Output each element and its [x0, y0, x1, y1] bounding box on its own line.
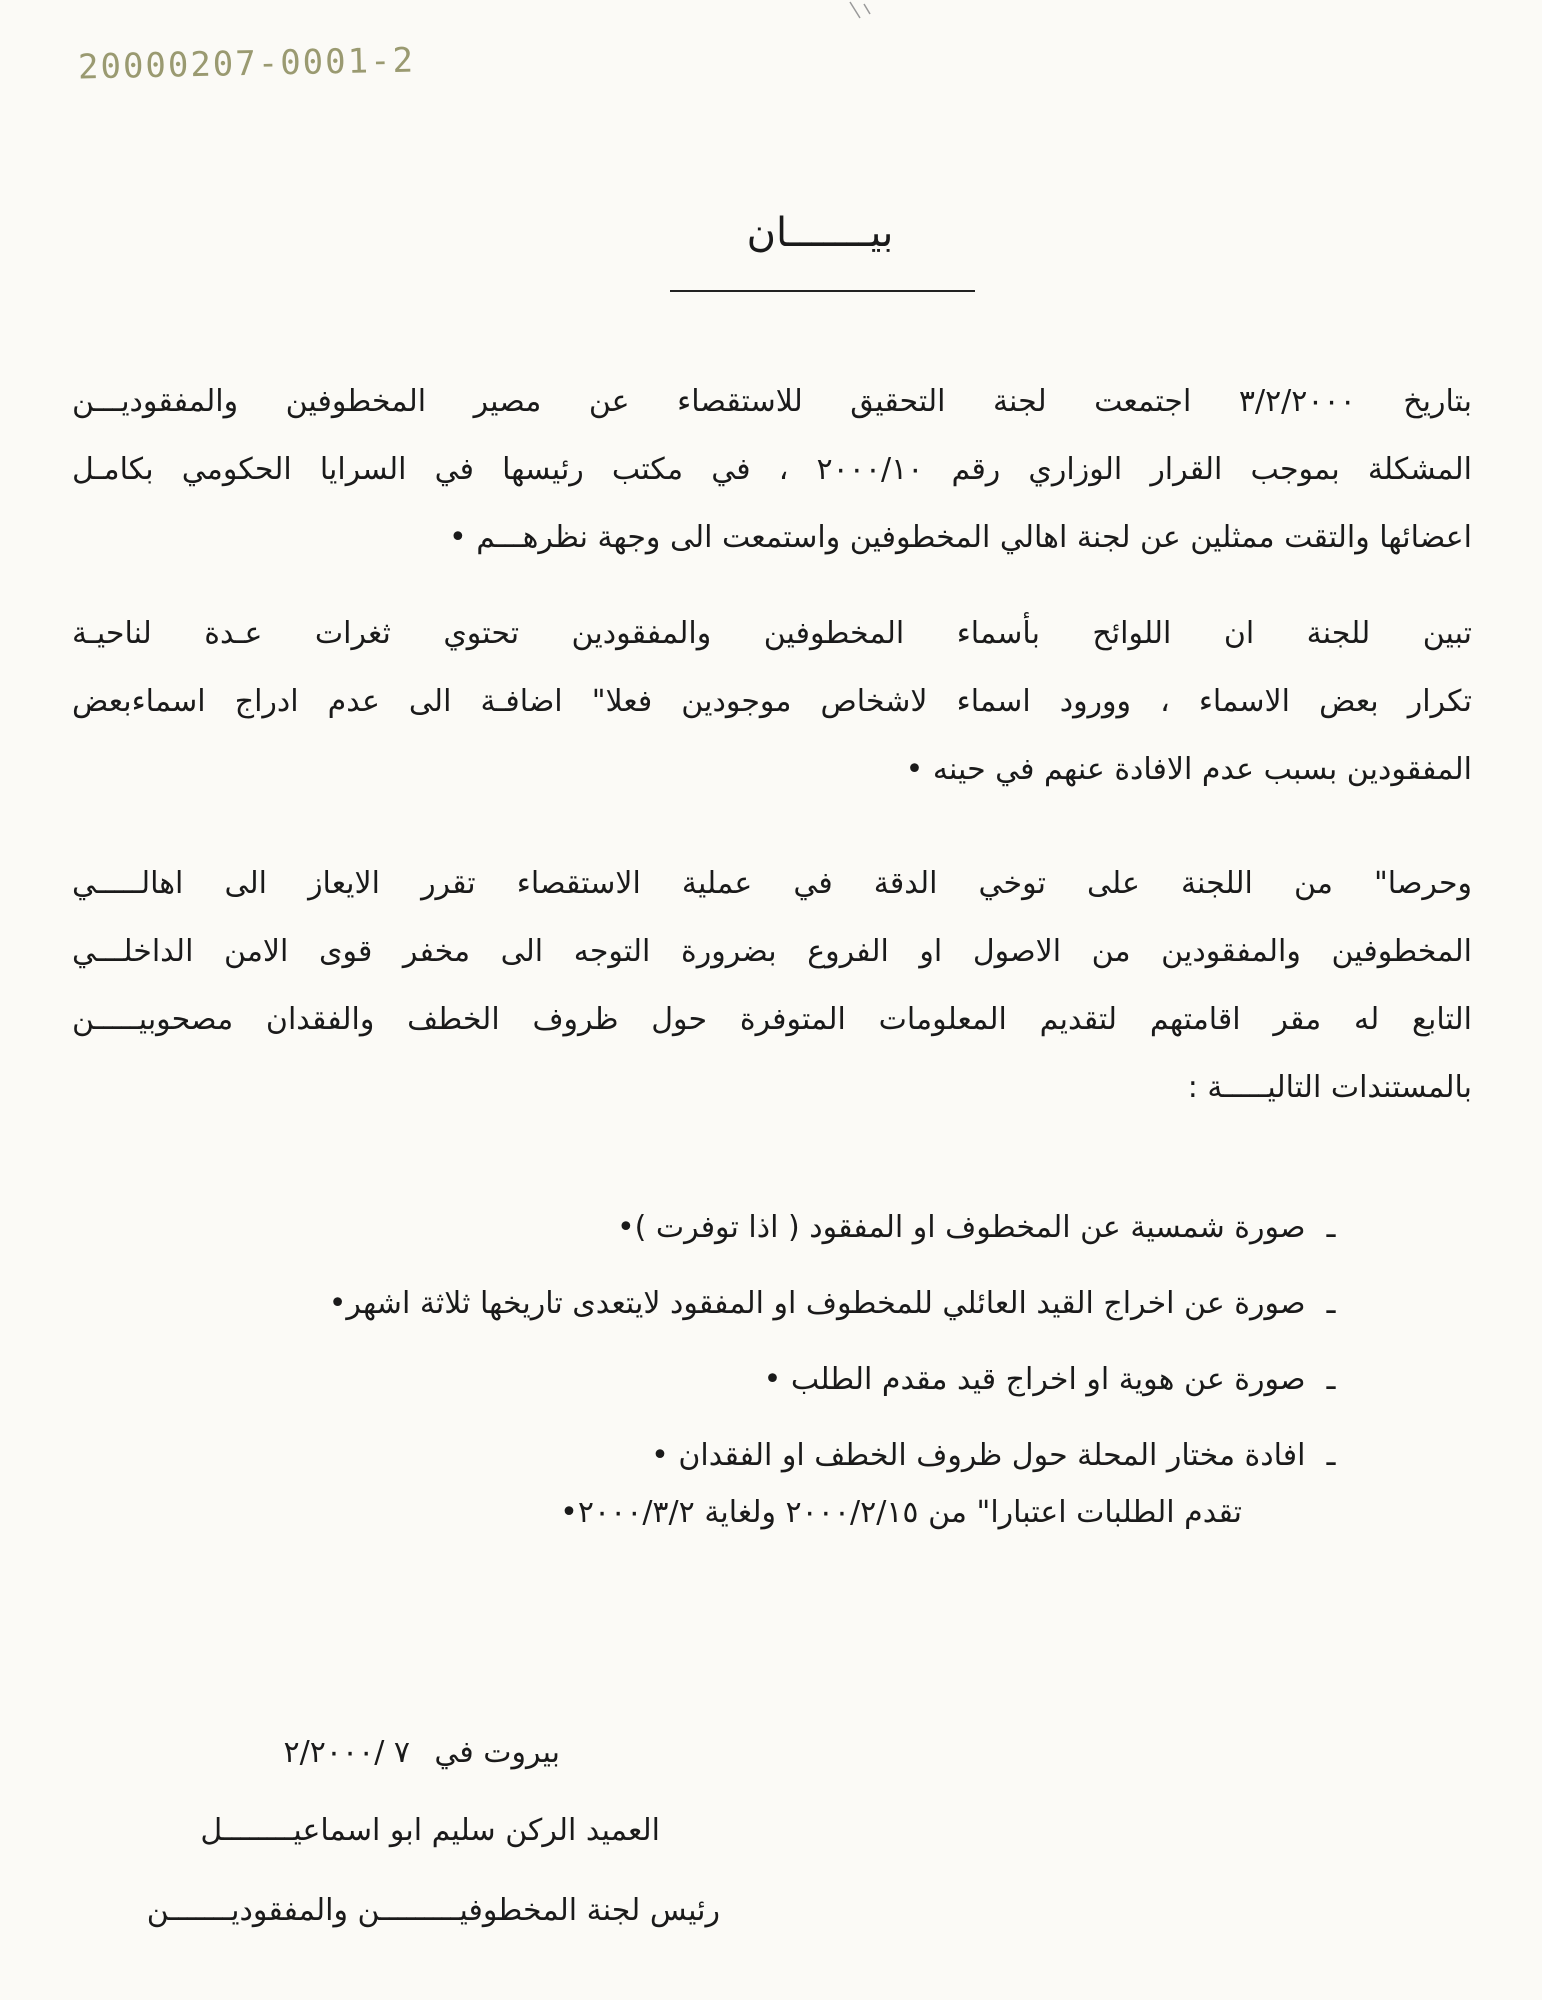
- list-dash: ـ: [1326, 1362, 1336, 1397]
- paragraph-line: المشكلة بموجب القرار الوزاري رقم ٢٠٠٠/١٠ ، في مكتب رئيسها في السرايا الحكومي بكامـل: [72, 452, 1472, 487]
- paragraph-meeting: [72, 368, 1472, 572]
- deadline-statement: تقدم الطلبات اعتبارا" من ٢٠٠٠/٢/١٥ ولغاية ٢٠٠٠/٣/٢•: [560, 1495, 1242, 1530]
- reference-number: 20000207-0001-2: [77, 40, 416, 88]
- signatory-position: رئيس لجنة المخطوفيـــــــــن والمفقوديـــــــن: [146, 1893, 720, 1928]
- paragraph-line: التابع له مقر اقامتهم لتقديم المعلومات المتوفرة حول ظروف الخطف والفقدان مصحوبيـــــن: [72, 1002, 1472, 1037]
- paragraph-line: بتاريخ ٣/٢/٢٠٠٠ اجتمعت لجنة التحقيق للاستقصاء عن مصير المخطوفين والمفقوديـــن: [72, 384, 1472, 419]
- list-item-text: افادة مختار المحلة حول ظروف الخطف او الفقدان •: [651, 1438, 1306, 1473]
- paragraph-line: المفقودين بسبب عدم الافادة عنهم في حينه •: [905, 752, 1472, 787]
- list-item: [147, 1342, 1347, 1418]
- paragraph-instructions: [72, 850, 1472, 1122]
- list-dash: ـ: [1326, 1286, 1336, 1321]
- paragraph-line: اعضائها والتقت ممثلين عن لجنة اهالي المخطوفين واستمعت الى وجهة نظرهـــم •: [449, 520, 1472, 555]
- signature-place: بيروت في: [434, 1735, 560, 1770]
- paragraph-lists-gaps: [72, 600, 1472, 804]
- title-underline: [670, 290, 975, 292]
- list-item: [147, 1190, 1347, 1266]
- paragraph-line: المخطوفين والمفقودين من الاصول او الفروع بضرورة التوجه الى مخفر قوى الامن الداخلـــي: [72, 934, 1472, 969]
- signature-date: ٧ /٢/٢٠٠٠: [283, 1735, 410, 1770]
- paragraph-line: تبين للجنة ان اللوائح بأسماء المخطوفين والمفقودين تحتوي ثغرات عـدة لناحيـة: [72, 616, 1472, 651]
- required-documents-list: [147, 1190, 1347, 1494]
- paragraph-line: بالمستندات التاليـــــة :: [1187, 1070, 1472, 1105]
- list-item-text: صورة عن اخراج القيد العائلي للمخطوف او المفقود لايتعدى تاريخها ثلاثة اشهر•: [328, 1286, 1306, 1321]
- signatory-name: العميد الركن سليم ابو اسماعيــــــــل: [200, 1813, 660, 1848]
- list-item-text: صورة شمسية عن المخطوف او المفقود ( اذا توفرت )•: [616, 1210, 1306, 1245]
- scratch-mark: [830, 0, 890, 30]
- list-item-text: صورة عن هوية او اخراج قيد مقدم الطلب •: [763, 1362, 1306, 1397]
- document-title: بيـــــــان: [746, 210, 894, 256]
- paragraph-line: وحرصا" من اللجنة على توخي الدقة في عملية الاستقصاء تقرر الايعاز الى اهالـــــي: [72, 866, 1472, 901]
- paragraph-line: تكرار بعض الاسماء ، وورود اسماء لاشخاص موجودين فعلا" اضافـة الى عدم ادراج اسماءبعض: [72, 684, 1472, 719]
- list-dash: ـ: [1326, 1210, 1336, 1245]
- list-dash: ـ: [1326, 1438, 1336, 1473]
- list-item: [147, 1418, 1347, 1494]
- list-item: [147, 1266, 1347, 1342]
